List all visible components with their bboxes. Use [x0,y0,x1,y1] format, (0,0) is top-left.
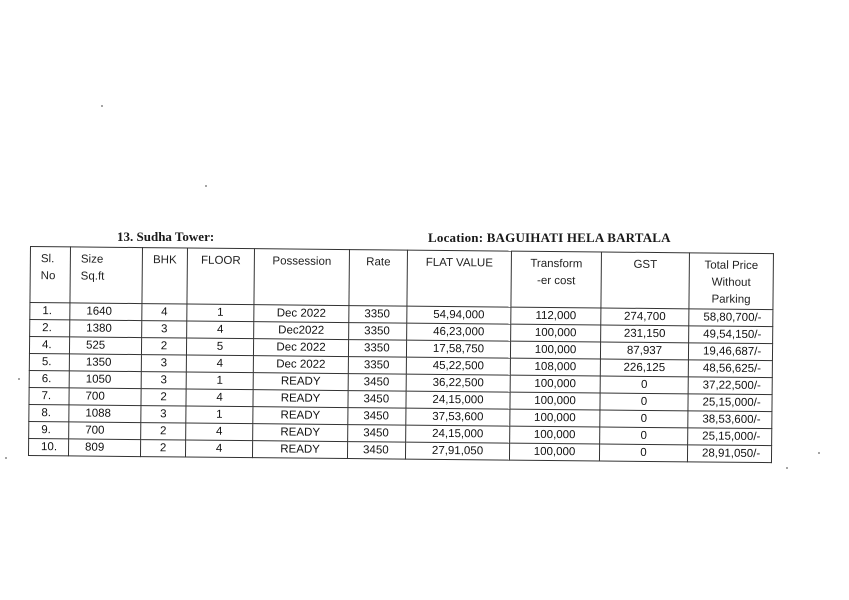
cell-size: 1050 [69,371,141,389]
cell-possession: Dec 2022 [253,339,348,357]
cell-bhk: 3 [141,355,186,372]
cell-flat-value: 37,53,600 [406,408,510,426]
cell-rate: 3450 [348,408,406,426]
cell-sl: 10. [28,438,68,455]
cell-total-price: 38,53,600/- [688,411,772,429]
cell-total-price: 48,56,625/- [688,360,772,378]
cell-flat-value: 45,22,500 [406,357,510,375]
cell-size: 1380 [70,320,142,338]
cell-size: 809 [68,439,140,457]
cell-size: 1640 [70,303,142,321]
cell-bhk: 2 [140,440,185,457]
cell-sl: 2. [30,320,70,337]
cell-transformer-cost: 100,000 [510,341,600,359]
cell-rate: 3350 [349,306,407,324]
cell-total-price: 58,80,700/- [689,309,773,327]
cell-bhk: 2 [141,423,186,440]
header-transformer-cost: Transform -er cost [511,251,602,308]
cell-rate: 3350 [348,340,406,358]
cell-flat-value: 24,15,000 [406,425,510,443]
cell-sl: 1. [30,303,70,320]
cell-floor: 4 [187,321,254,339]
cell-transformer-cost: 100,000 [511,324,601,342]
header-total-price: Total Price Without Parking [689,253,774,310]
cell-gst: 0 [599,444,687,462]
cell-rate: 3450 [348,425,406,443]
cell-transformer-cost: 100,000 [510,409,600,427]
cell-gst: 226,125 [600,359,688,377]
header-floor: FLOOR [187,248,255,305]
cell-gst: 87,937 [600,342,688,360]
scan-speck [5,457,7,459]
cell-floor: 4 [186,389,253,407]
cell-possession: READY [253,407,348,425]
header-possession: Possession [254,249,350,306]
cell-bhk: 3 [141,372,186,389]
cell-bhk: 4 [142,304,187,321]
cell-flat-value: 17,58,750 [406,340,510,358]
cell-total-price: 25,15,000/- [688,394,772,412]
cell-flat-value: 54,94,000 [407,306,511,324]
header-sl: Sl. No [30,247,71,303]
cell-flat-value: 36,22,500 [406,374,510,392]
scan-speck [786,467,788,469]
cell-sl: 5. [29,353,69,370]
cell-transformer-cost: 108,000 [510,358,600,376]
price-table [28,246,774,463]
cell-floor: 1 [186,372,253,390]
cell-gst: 0 [600,427,688,445]
location-title: Location: BAGUIHATI HELA BARTALA [428,230,671,245]
cell-bhk: 3 [141,406,186,423]
cell-total-price: 25,15,000/- [688,428,772,446]
cell-possession: READY [253,373,348,391]
cell-sl: 9. [29,421,69,438]
scan-speck [205,185,207,187]
cell-gst: 0 [600,410,688,428]
cell-floor: 4 [186,423,253,441]
cell-gst: 231,150 [601,325,689,343]
cell-possession: Dec2022 [254,322,349,340]
cell-sl: 4. [29,337,69,354]
cell-sl: 6. [29,370,69,387]
cell-possession: READY [253,390,348,408]
cell-rate: 3350 [349,323,407,341]
cell-gst: 0 [600,393,688,411]
cell-total-price: 28,91,050/- [687,445,771,463]
header-gst: GST [601,252,690,309]
cell-flat-value: 24,15,000 [406,391,510,409]
cell-possession: Dec 2022 [253,356,348,374]
cell-transformer-cost: 100,000 [509,443,599,461]
scan-speck [101,105,103,107]
cell-bhk: 3 [142,321,187,338]
cell-floor: 1 [186,406,253,424]
cell-gst: 0 [600,376,688,394]
scan-speck [818,452,820,454]
table-header-row [30,247,774,310]
header-size: Size Sq.ft [70,247,143,304]
cell-size: 525 [69,337,141,355]
cell-possession: READY [253,424,348,442]
cell-floor: 4 [185,440,252,458]
cell-rate: 3450 [347,442,405,460]
cell-total-price: 37,22,500/- [688,377,772,395]
cell-flat-value: 46,23,000 [407,323,511,341]
cell-gst: 274,700 [601,308,689,326]
cell-rate: 3450 [348,391,406,409]
cell-size: 700 [69,388,141,406]
cell-size: 1350 [69,354,141,372]
cell-sl: 8. [29,404,69,421]
cell-floor: 1 [187,304,254,322]
scan-speck [18,378,20,380]
cell-rate: 3450 [348,374,406,392]
cell-possession: READY [252,441,347,459]
cell-size: 1088 [69,405,141,423]
cell-sl: 7. [29,387,69,404]
cell-total-price: 49,54,150/- [689,326,773,344]
header-flat-value: FLAT VALUE [407,250,512,307]
cell-transformer-cost: 100,000 [510,392,600,410]
cell-total-price: 19,46,687/- [688,343,772,361]
header-bhk: BHK [142,248,188,304]
cell-floor: 4 [186,355,253,373]
cell-flat-value: 27,91,050 [405,442,509,460]
cell-transformer-cost: 100,000 [510,375,600,393]
project-title: 13. Sudha Tower: [117,229,215,244]
cell-floor: 5 [186,338,253,356]
cell-transformer-cost: 112,000 [511,307,601,325]
cell-bhk: 2 [141,389,186,406]
header-rate: Rate [349,250,408,307]
price-table-wrapper [28,246,774,463]
cell-bhk: 2 [141,338,186,355]
cell-size: 700 [69,422,141,440]
cell-possession: Dec 2022 [254,305,349,323]
cell-rate: 3350 [348,357,406,375]
cell-transformer-cost: 100,000 [510,426,600,444]
